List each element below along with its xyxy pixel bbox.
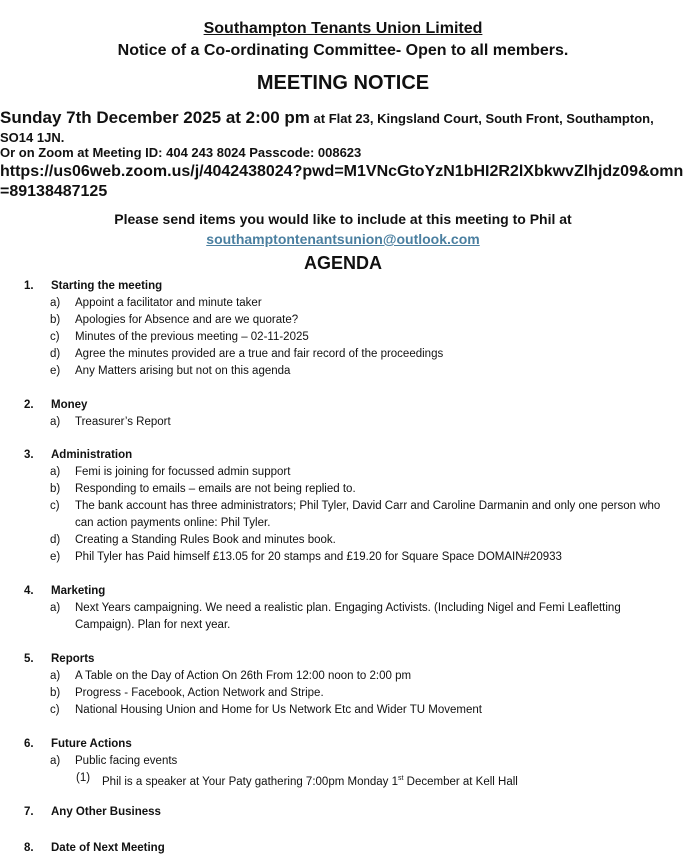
section-number: 4. — [24, 585, 34, 597]
item-text: Appoint a facilitator and minute taker — [75, 297, 262, 309]
sub-list-item — [0, 770, 686, 791]
item-text: National Housing Union and Home for Us Network Etc and Wider TU Movement — [75, 704, 482, 716]
list-item — [0, 464, 686, 481]
section-title: Date of Next Meeting — [51, 842, 165, 854]
item-text: The bank account has three administrators; Phil Tyler, David Carr and Caroline Darmanin and only one person who can action payments online: Phil Tyler. — [75, 500, 661, 529]
zoom-details: Or on Zoom at Meeting ID: 404 243 8024 Passcode: 008623 — [0, 145, 362, 160]
item-text: Responding to emails – emails are not being replied to. — [75, 483, 356, 495]
section-number: 1. — [24, 280, 34, 292]
item-letter: b) — [50, 687, 61, 699]
section-title: Any Other Business — [51, 806, 161, 818]
section-title: Reports — [51, 653, 95, 665]
agenda-section-6 — [0, 736, 686, 791]
agenda-section-8 — [0, 840, 686, 857]
item-letter: c) — [50, 331, 60, 343]
item-text: Apologies for Absence and are we quorate? — [75, 314, 299, 326]
section-number: 2. — [24, 399, 34, 411]
item-letter: c) — [50, 704, 60, 716]
item-text: A Table on the Day of Action On 26th From 12:00 noon to 2:00 pm — [75, 670, 412, 682]
list-item — [0, 753, 686, 770]
item-letter: a) — [50, 466, 61, 478]
sub-item-number: (1) — [76, 772, 91, 784]
section-title: Money — [51, 399, 88, 411]
item-letter: b) — [50, 483, 61, 495]
list-item — [0, 346, 686, 363]
list-item — [0, 685, 686, 702]
section-title: Starting the meeting — [51, 280, 163, 292]
ordinal-suffix: st — [398, 775, 404, 782]
item-text: Treasurer’s Report — [75, 416, 171, 428]
meeting-when-where — [0, 108, 686, 147]
agenda-section-1 — [0, 278, 686, 380]
list-item — [0, 363, 686, 380]
sub-item-text — [102, 770, 518, 791]
item-letter: a) — [50, 416, 61, 428]
sub-item-text-before: Phil is a speaker at Your Paty gathering 7:00pm Monday 1 — [102, 775, 398, 788]
section-title: Marketing — [51, 585, 106, 597]
meeting-date-time: Sunday 7th December 2025 at 2:00 pm — [0, 108, 310, 127]
item-letter: e) — [50, 551, 61, 563]
agenda-section-2 — [0, 397, 686, 431]
org-name: Southampton Tenants Union Limited — [203, 20, 483, 37]
item-text: Creating a Standing Rules Book and minutes book. — [75, 534, 336, 546]
section-number: 7. — [24, 806, 34, 818]
section-number: 8. — [24, 842, 34, 854]
agenda-section-4 — [0, 583, 686, 634]
list-item — [0, 414, 686, 431]
list-item — [0, 329, 686, 346]
zoom-link[interactable]: https://us06web.zoom.us/j/4042438024?pwd=M1VNcGtoYzN1bHI2R2lXbkwvZlhjdz09&omn=89138487125 — [0, 163, 684, 200]
item-text: Phil Tyler has Paid himself £13.05 for 20 stamps and £19.20 for Square Space DOMAIN#20933 — [75, 551, 562, 563]
meeting-notice-title: MEETING NOTICE — [256, 72, 430, 94]
list-item — [0, 600, 686, 634]
item-letter: d) — [50, 348, 61, 360]
list-item — [0, 702, 686, 719]
section-number: 6. — [24, 738, 34, 750]
section-number: 5. — [24, 653, 34, 665]
list-item — [0, 295, 686, 312]
item-letter: e) — [50, 365, 61, 377]
agenda-section-7 — [0, 804, 686, 821]
item-text: Public facing events — [75, 755, 178, 767]
item-text: Any Matters arising but not on this agenda — [75, 365, 291, 377]
section-number: 3. — [24, 449, 34, 461]
list-item — [0, 549, 686, 566]
item-text: Minutes of the previous meeting – 02-11-2025 — [75, 331, 309, 343]
list-item — [0, 532, 686, 549]
meeting-location: at Flat 23, Kingsland Court, South Front, Southampton, SO14 1JN. — [0, 111, 654, 145]
item-text: Progress - Facebook, Action Network and Stripe. — [75, 687, 324, 699]
contact-email-link[interactable]: southamptontenantsunion@outlook.com — [206, 231, 480, 247]
list-item — [0, 668, 686, 685]
agenda-section-5 — [0, 651, 686, 719]
item-text: Agree the minutes provided are a true and fair record of the proceedings — [75, 348, 444, 360]
item-letter: a) — [50, 755, 61, 767]
agenda-title: AGENDA — [303, 253, 382, 273]
notice-subtitle: Notice of a Co-ordinating Committee- Open to all members. — [117, 42, 569, 59]
section-title: Future Actions — [51, 738, 132, 750]
list-item — [0, 481, 686, 498]
item-text: Femi is joining for focussed admin support — [75, 466, 291, 478]
item-letter: a) — [50, 297, 61, 309]
list-item — [0, 312, 686, 329]
list-item — [0, 498, 686, 532]
item-letter: b) — [50, 314, 61, 326]
item-letter: c) — [50, 500, 60, 512]
contact-email-wrap — [0, 231, 686, 247]
item-letter: a) — [50, 602, 61, 614]
section-title: Administration — [51, 449, 133, 461]
item-letter: a) — [50, 670, 61, 682]
contact-text: Please send items you would like to include at this meeting to Phil at — [114, 211, 572, 227]
agenda-section-3 — [0, 447, 686, 566]
item-letter: d) — [50, 534, 61, 546]
sub-item-text-after: December at Kell Hall — [403, 775, 518, 788]
item-text: Next Years campaigning. We need a realistic plan. Engaging Activists. (Including Nigel and Femi Leafletting Campaign). Plan for next year. — [75, 602, 621, 631]
